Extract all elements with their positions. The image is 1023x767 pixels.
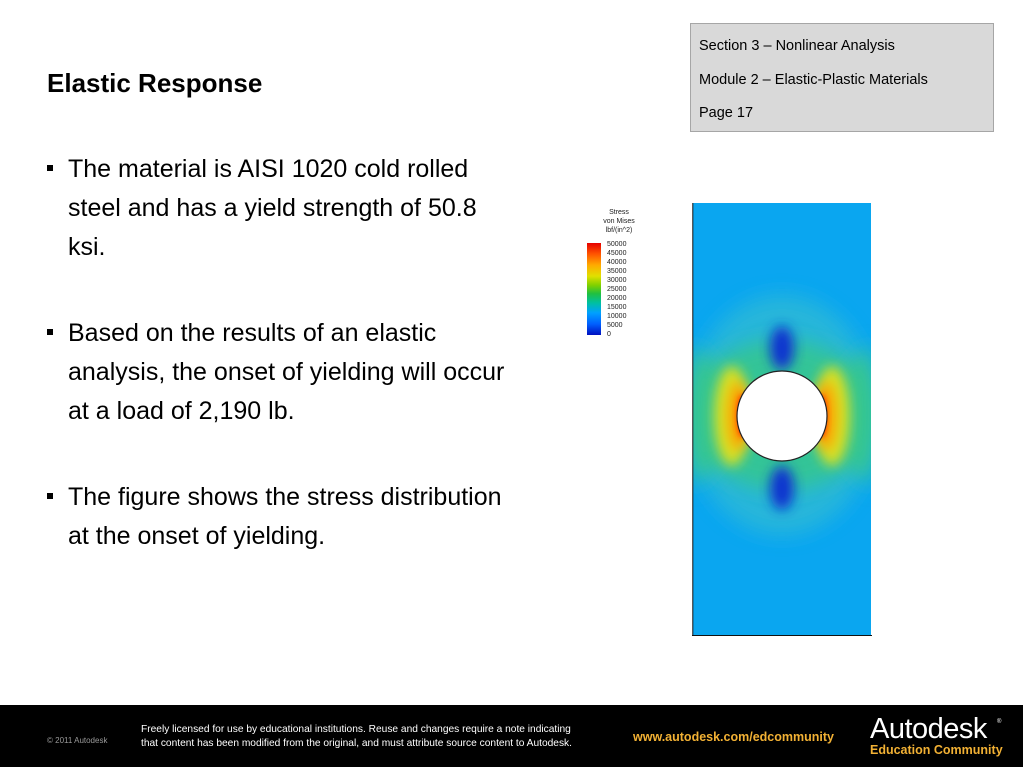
legend-title-line: Stress [609,209,629,216]
license-line: that content has been modified from the original, and must attribute source content to Autodesk. [141,738,572,749]
section-info-box [690,23,994,132]
legend-tick: 15000 [607,304,627,311]
copyright-text: © 2011 Autodesk [47,736,108,745]
license-text [141,723,631,751]
legend-tick: 45000 [607,250,627,257]
license-line: Freely licensed for use by educational institutions. Reuse and changes require a note indicating [141,724,571,735]
bullet-marker-icon [47,329,53,335]
slide-title: Elastic Response [47,68,263,98]
legend-tick: 20000 [607,295,627,302]
legend-tick: 5000 [607,322,623,329]
legend-title [594,208,644,235]
legend-tick: 40000 [607,259,627,266]
bullet-text: The material is AISI 1020 cold rolled steel and has a yield strength of 50.8 ksi. [68,155,477,261]
legend-tick: 35000 [607,268,627,275]
legend-tick: 10000 [607,313,627,320]
color-scale-bar [587,243,601,335]
stress-legend [582,206,662,346]
footer-bar [0,705,1023,767]
bullet-marker-icon [47,165,53,171]
stress-contour-plot [692,203,872,636]
bullet-list [47,150,517,603]
bullet-text: Based on the results of an elastic analysis, the onset of yielding will occur at a load of 2,190 lb. [68,319,505,425]
legend-tick: 50000 [607,241,627,248]
education-community-label: Education Community [870,743,1003,757]
bullet-item [47,150,517,267]
page-number: Page 17 [699,105,754,121]
registered-mark: ® [997,719,1002,725]
bullet-item [47,314,517,431]
legend-tick: 25000 [607,286,627,293]
bullet-marker-icon [47,493,53,499]
section-label: Section 3 – Nonlinear Analysis [699,38,895,54]
edcommunity-link[interactable]: www.autodesk.com/edcommunity [633,730,834,744]
autodesk-logo: Autodesk [870,713,987,745]
bullet-text: The figure shows the stress distribution at the onset of yielding. [68,483,502,550]
legend-tick: 30000 [607,277,627,284]
legend-tick: 0 [607,331,611,338]
bullet-item [47,478,517,556]
module-label: Module 2 – Elastic-Plastic Materials [699,71,928,88]
legend-title-line: von Mises [603,218,635,225]
legend-title-line: lbf/(in^2) [605,227,633,234]
